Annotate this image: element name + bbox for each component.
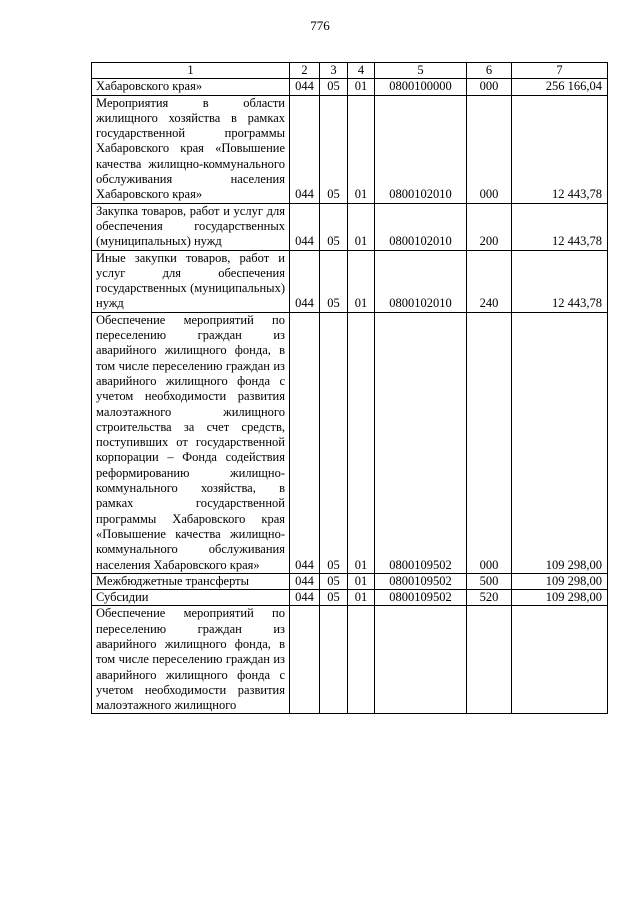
admin-code: 044 xyxy=(290,203,320,250)
target-article-code: 0800109502 xyxy=(375,590,467,606)
row-name: Субсидии xyxy=(92,590,290,606)
section-code: 05 xyxy=(320,312,348,573)
subsection-code: 01 xyxy=(348,312,375,573)
subsection-code: 01 xyxy=(348,573,375,589)
section-code: 05 xyxy=(320,203,348,250)
admin-code xyxy=(290,606,320,714)
target-article-code: 0800102010 xyxy=(375,250,467,312)
table-row xyxy=(92,250,608,312)
row-name: Хабаровского края» xyxy=(92,79,290,95)
column-header: 3 xyxy=(320,63,348,79)
column-header: 1 xyxy=(92,63,290,79)
subsection-code: 01 xyxy=(348,95,375,203)
subsection-code xyxy=(348,606,375,714)
row-name: Обеспечение мероприятий по переселению граждан из аварийного жилищного фонда, в том числе переселению граждан из аварийного жилищного фонда с учетом необходимости развития малоэтажного жилищного xyxy=(92,606,290,714)
amount: 12 443,78 xyxy=(512,250,608,312)
amount: 12 443,78 xyxy=(512,95,608,203)
amount: 256 166,04 xyxy=(512,79,608,95)
target-article-code: 0800102010 xyxy=(375,203,467,250)
target-article-code: 0800100000 xyxy=(375,79,467,95)
table-header-row xyxy=(92,63,608,79)
row-name: Обеспечение мероприятий по переселению граждан из аварийного жилищного фонда, в том числе переселению граждан из аварийного жилищного фонда с учетом необходимости развития малоэтажного жилищного строительства за счет средств, поступивших от государственной корпорации – Фонда содействия реформированию жилищно-коммунального хозяйства, в рамках государственной программы Хабаровского края «Повышение качества жилищно-коммунального обслуживания населения Хабаровского края» xyxy=(92,312,290,573)
table-row xyxy=(92,79,608,95)
column-header: 7 xyxy=(512,63,608,79)
section-code xyxy=(320,606,348,714)
subsection-code: 01 xyxy=(348,590,375,606)
section-code: 05 xyxy=(320,79,348,95)
admin-code: 044 xyxy=(290,95,320,203)
section-code: 05 xyxy=(320,590,348,606)
amount: 12 443,78 xyxy=(512,203,608,250)
section-code: 05 xyxy=(320,250,348,312)
column-header: 2 xyxy=(290,63,320,79)
table-row xyxy=(92,312,608,573)
subsection-code: 01 xyxy=(348,250,375,312)
expense-type-code: 000 xyxy=(467,95,512,203)
subsection-code: 01 xyxy=(348,79,375,95)
expense-type-code: 000 xyxy=(467,312,512,573)
target-article-code xyxy=(375,606,467,714)
expense-type-code: 520 xyxy=(467,590,512,606)
target-article-code: 0800109502 xyxy=(375,312,467,573)
target-article-code: 0800102010 xyxy=(375,95,467,203)
column-header: 4 xyxy=(348,63,375,79)
amount: 109 298,00 xyxy=(512,590,608,606)
admin-code: 044 xyxy=(290,250,320,312)
section-code: 05 xyxy=(320,95,348,203)
subsection-code: 01 xyxy=(348,203,375,250)
table-row xyxy=(92,573,608,589)
table-row xyxy=(92,606,608,714)
table-row xyxy=(92,590,608,606)
table-row xyxy=(92,203,608,250)
target-article-code: 0800109502 xyxy=(375,573,467,589)
expense-type-code: 000 xyxy=(467,79,512,95)
budget-table xyxy=(91,62,608,714)
row-name: Мероприятия в области жилищного хозяйства в рамках государственной программы Хабаровского края «Повышение качества жилищно-коммунального обслуживания населения Хабаровского края» xyxy=(92,95,290,203)
expense-type-code: 200 xyxy=(467,203,512,250)
column-header: 5 xyxy=(375,63,467,79)
admin-code: 044 xyxy=(290,590,320,606)
row-name: Межбюджетные трансферты xyxy=(92,573,290,589)
amount: 109 298,00 xyxy=(512,312,608,573)
row-name: Иные закупки товаров, работ и услуг для обеспечения государственных (муниципальных) нужд xyxy=(92,250,290,312)
admin-code: 044 xyxy=(290,573,320,589)
amount xyxy=(512,606,608,714)
page-number: 776 xyxy=(310,18,330,33)
row-name: Закупка товаров, работ и услуг для обеспечения государственных (муниципальных) нужд xyxy=(92,203,290,250)
column-header: 6 xyxy=(467,63,512,79)
admin-code: 044 xyxy=(290,79,320,95)
expense-type-code xyxy=(467,606,512,714)
expense-type-code: 240 xyxy=(467,250,512,312)
amount: 109 298,00 xyxy=(512,573,608,589)
table-row xyxy=(92,95,608,203)
section-code: 05 xyxy=(320,573,348,589)
expense-type-code: 500 xyxy=(467,573,512,589)
admin-code: 044 xyxy=(290,312,320,573)
